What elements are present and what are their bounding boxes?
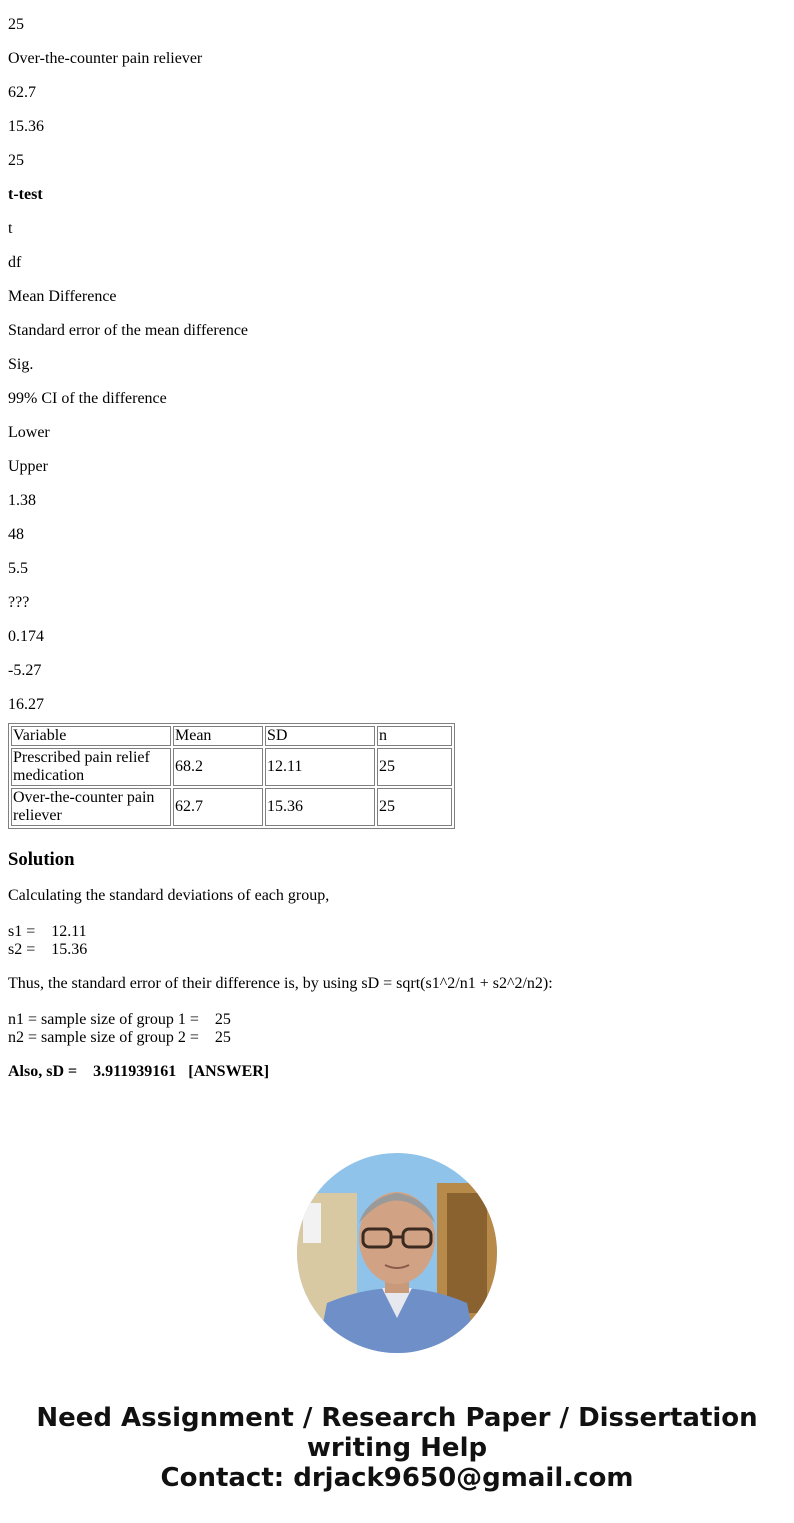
header-variable: Variable — [11, 726, 171, 746]
promo-footer — [0, 1403, 794, 1493]
promo-contact: Contact: drjack9650@gmail.com — [160, 1463, 634, 1493]
cell-n: 25 — [377, 748, 452, 786]
n2-line: n2 = sample size of group 2 = 25 — [8, 1029, 231, 1046]
cell-n: 25 — [377, 788, 452, 826]
top-lines — [8, 0, 786, 730]
sd-values — [8, 923, 786, 959]
solution-heading: Solution — [8, 849, 75, 870]
text-line: Over-the-counter pain reliever — [8, 50, 203, 67]
n1-line: n1 = sample size of group 1 = 25 — [8, 1011, 231, 1028]
text-line: Lower — [8, 424, 50, 441]
text-line: Mean Difference — [8, 288, 117, 305]
text-line: 0.174 — [8, 628, 44, 645]
text-line: Standard error of the mean difference — [8, 322, 249, 339]
text-line: 16.27 — [8, 696, 44, 713]
text-line: 1.38 — [8, 492, 36, 509]
table-row — [11, 788, 452, 826]
cell-variable: Over-the-counter pain reliever — [11, 788, 171, 826]
text-line: t — [8, 220, 13, 237]
cell-mean: 62.7 — [173, 788, 263, 826]
text-line: -5.27 — [8, 662, 42, 679]
text-line: 25 — [8, 16, 24, 33]
summary-table — [8, 723, 455, 829]
cell-variable: Prescribed pain relief medication — [11, 748, 171, 786]
cell-mean: 68.2 — [173, 748, 263, 786]
table-row — [11, 748, 452, 786]
text-line: 48 — [8, 526, 24, 543]
cell-sd: 12.11 — [265, 748, 375, 786]
text-line: df — [8, 254, 22, 271]
table-header-row — [11, 726, 452, 746]
answer-line: Also, sD = 3.911939161 [ANSWER] — [8, 1063, 270, 1080]
promo-line-1: Need Assignment / Research Paper / Dissertation — [36, 1403, 758, 1433]
text-line — [8, 0, 786, 16]
header-n: n — [377, 726, 452, 746]
avatar-portrait-image — [297, 1153, 497, 1353]
text-line: t-test — [8, 186, 43, 203]
cell-sd: 15.36 — [265, 788, 375, 826]
text-line: Sig. — [8, 356, 34, 373]
text-line: ??? — [8, 594, 30, 611]
text-line: 99% CI of the difference — [8, 390, 167, 407]
promo-line-2: writing Help — [306, 1433, 488, 1463]
s2-line: s2 = 15.36 — [8, 941, 88, 958]
header-sd: SD — [265, 726, 375, 746]
text-line: 5.5 — [8, 560, 28, 577]
text-line: 25 — [8, 152, 24, 169]
sample-sizes — [8, 1011, 786, 1047]
text-line: 62.7 — [8, 84, 36, 101]
author-avatar — [297, 1153, 497, 1353]
s1-line: s1 = 12.11 — [8, 923, 87, 940]
text-line: Upper — [8, 458, 48, 475]
document-body — [8, 0, 786, 1081]
formula-line: Thus, the standard error of their difference is, by using sD = sqrt(s1^2/n1 + s2^2/n2): — [8, 975, 553, 992]
header-mean: Mean — [173, 726, 263, 746]
solution-intro: Calculating the standard deviations of each group, — [8, 887, 330, 904]
text-line: 15.36 — [8, 118, 44, 135]
